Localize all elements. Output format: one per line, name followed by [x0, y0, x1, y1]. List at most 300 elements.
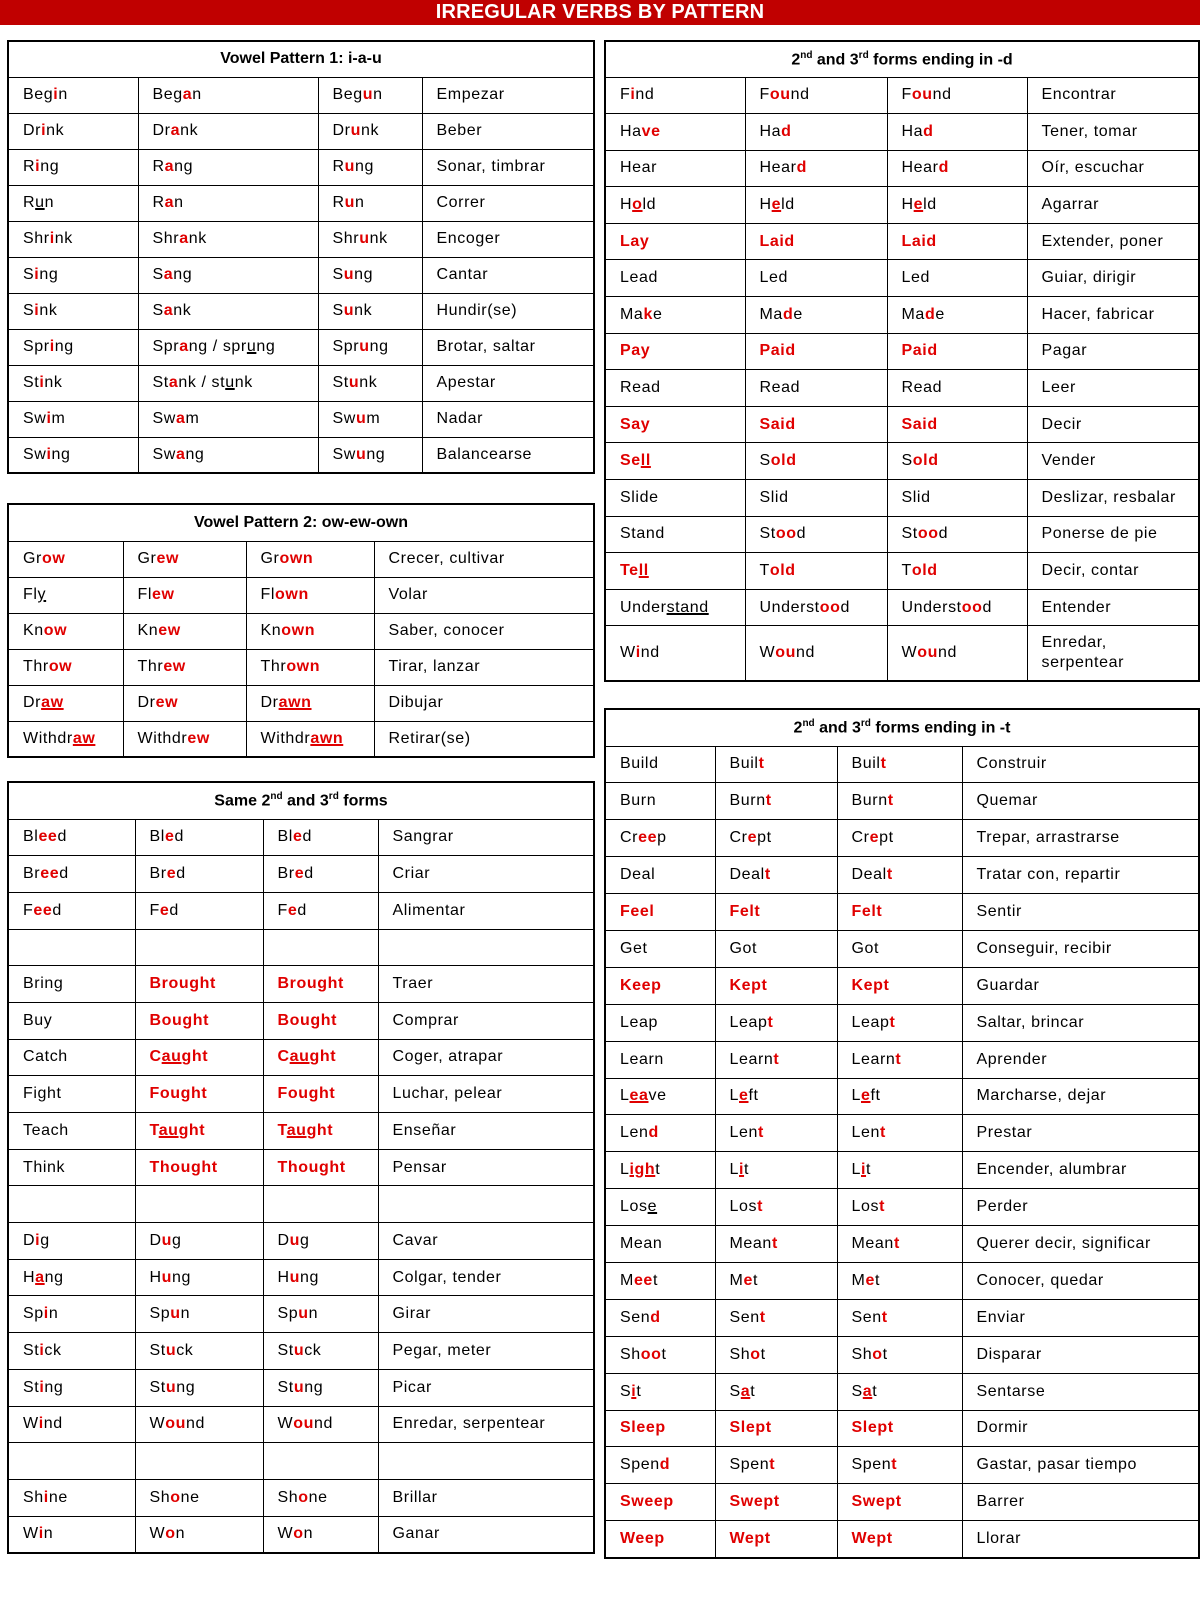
verb-segment: St	[277, 1341, 294, 1359]
verb-segment: pt	[754, 1529, 771, 1547]
past-participle-cell	[263, 856, 378, 893]
verb-segment: M	[851, 1271, 866, 1289]
verb-segment: a	[862, 1382, 873, 1400]
translation-cell	[962, 1447, 1199, 1484]
verb-segment: Beg	[23, 86, 54, 103]
verb-segment: Len	[729, 1124, 758, 1142]
base-form-cell	[8, 1333, 135, 1370]
verb-segment: Se	[620, 452, 641, 470]
base-form-cell	[8, 185, 138, 221]
verb-segment: p	[657, 829, 667, 847]
verb-segment: i	[35, 1231, 41, 1249]
past-simple-cell	[745, 589, 887, 626]
verb-segment: nk / st	[178, 374, 226, 391]
verb-segment: u	[170, 1305, 181, 1323]
past-participle-cell	[263, 1296, 378, 1333]
translation-cell	[378, 1406, 594, 1443]
table-row	[605, 1447, 1199, 1484]
past-simple-cell	[745, 187, 887, 224]
base-form-cell	[605, 857, 715, 894]
base-form-cell	[605, 297, 745, 334]
table-row	[605, 553, 1199, 590]
table-row	[605, 150, 1199, 187]
table-row	[605, 77, 1199, 114]
verb-segment: W	[149, 1415, 166, 1433]
base-form-cell	[8, 685, 123, 721]
verb-segment: u	[246, 338, 257, 355]
verb-segment: ew	[152, 586, 175, 603]
verb-segment: nk	[180, 122, 199, 139]
verb-segment: St	[152, 374, 169, 391]
verb-segment: t	[866, 1161, 872, 1179]
verb-segment: t	[891, 1456, 898, 1474]
verb-segment: ow	[41, 550, 66, 567]
verb-segment: au	[289, 1048, 310, 1066]
table-row	[605, 1299, 1199, 1336]
verb-segment: o	[911, 562, 923, 580]
verb-segment: F	[759, 86, 770, 104]
verb-segment: Buil	[851, 755, 881, 773]
verb-segment: u	[165, 1378, 177, 1396]
table-row	[605, 1336, 1199, 1373]
verb-segment: d	[176, 865, 186, 883]
base-form-cell	[605, 480, 745, 517]
table-row	[605, 260, 1199, 297]
verb-segment: m	[366, 410, 381, 427]
verb-segment: Decir	[1041, 415, 1082, 433]
table-row	[8, 1406, 594, 1443]
past-simple-cell	[135, 1076, 263, 1113]
verb-segment: t	[765, 792, 772, 810]
verb-segment: F	[23, 901, 34, 919]
verb-segment: t	[752, 1271, 758, 1289]
verb-segment: n	[175, 1525, 186, 1543]
verb-segment: W	[620, 644, 636, 662]
verb-segment: i	[53, 86, 59, 103]
verb-segment: M	[620, 1271, 634, 1289]
verb-segment: ld	[780, 562, 796, 580]
translation-cell	[962, 1410, 1199, 1447]
verb-segment: Sw	[620, 1493, 645, 1511]
verb-segment: S	[23, 302, 35, 319]
base-form-cell	[605, 1189, 715, 1226]
verb-segment: n	[180, 1305, 191, 1323]
verb-segment: oo	[640, 1345, 662, 1363]
past-simple-cell	[135, 1113, 263, 1150]
past-simple-cell	[135, 1516, 263, 1553]
past-simple-cell	[138, 113, 318, 149]
translation-cell	[1027, 114, 1199, 151]
verb-segment: T	[759, 562, 770, 580]
translation-cell	[962, 783, 1199, 820]
verb-segment: ee	[630, 903, 650, 920]
verb-segment: d	[796, 159, 807, 177]
verb-segment: d	[174, 828, 184, 846]
verb-segment: d	[778, 269, 788, 287]
table-row	[8, 721, 594, 757]
verb-segment: T	[901, 562, 912, 580]
verb-segment: d	[782, 305, 794, 323]
past-participle-cell	[887, 187, 1027, 224]
verb-segment: Got	[729, 939, 758, 957]
verb-segment: Deal	[851, 866, 887, 884]
past-participle-cell	[887, 223, 1027, 260]
verb-segment: Vender	[1041, 452, 1096, 470]
verb-segment: e	[647, 1198, 658, 1216]
verb-segment: Barrer	[976, 1493, 1025, 1511]
verb-segment: u	[359, 338, 370, 355]
verb-segment: Nadar	[436, 410, 484, 427]
verb-segment: u	[355, 445, 367, 463]
base-form-cell	[605, 783, 715, 820]
table-row	[605, 443, 1199, 480]
verb-segment: u	[343, 266, 355, 283]
past-participle-cell	[246, 721, 374, 757]
verb-segment: W	[23, 1415, 39, 1433]
base-form-cell	[605, 967, 715, 1004]
verb-segment: o	[170, 1488, 181, 1506]
table-row	[605, 114, 1199, 151]
verb-segment: Br	[277, 865, 295, 883]
verb-segment: t	[767, 1013, 774, 1031]
verb-segment: e	[771, 196, 782, 214]
past-participle-cell	[887, 150, 1027, 187]
table-row	[8, 1039, 594, 1076]
past-participle-cell	[887, 443, 1027, 480]
base-form-cell	[8, 293, 138, 329]
verb-segment: pt	[876, 1529, 893, 1547]
verb-segment: own	[281, 622, 316, 639]
verb-segment: n	[373, 86, 383, 103]
verb-segment: Pegar, meter	[392, 1341, 492, 1359]
past-simple-cell	[715, 967, 837, 1004]
pattern1-header: Vowel Pattern 1: i-a-u	[8, 41, 594, 77]
verb-segment: u	[344, 194, 356, 211]
verb-segment: a	[175, 410, 186, 427]
past-simple-cell	[135, 1479, 263, 1516]
verb-segment: Bought	[149, 1011, 210, 1029]
translation-cell	[962, 1004, 1199, 1041]
verb-segment: Leap	[851, 1013, 890, 1031]
past-simple-cell	[135, 929, 263, 966]
verb-segment: awn	[310, 729, 344, 747]
verb-segment: t	[661, 1345, 667, 1363]
verb-segment: Burn	[851, 792, 888, 810]
verb-segment: e	[753, 1493, 764, 1511]
verb-segment: nd	[313, 1415, 333, 1433]
verb-segment: Decir, contar	[1041, 562, 1140, 580]
verb-segment: nk	[44, 374, 63, 391]
verb-segment: n	[58, 86, 68, 103]
verb-segment: d	[840, 598, 850, 616]
verb-segment: Le	[901, 269, 921, 287]
base-form-cell	[605, 1262, 715, 1299]
verb-segment: C	[149, 1048, 162, 1066]
verb-segment: Sh	[729, 1345, 751, 1363]
verb-segment: Saber, conocer	[388, 622, 505, 639]
verb-segment: St	[332, 374, 349, 391]
base-form-cell	[8, 1516, 135, 1553]
verb-segment: Coger, atrapar	[392, 1048, 504, 1066]
verb-segment: Sw	[23, 410, 47, 427]
verb-segment: u	[225, 374, 235, 391]
verb-segment: ew	[163, 658, 186, 675]
verb-segment: Learn	[729, 1050, 774, 1068]
verb-segment: e	[652, 305, 663, 323]
past-participle-cell	[318, 401, 422, 437]
base-form-cell	[605, 333, 745, 370]
verb-segment: u	[289, 1268, 301, 1286]
verb-segment: t	[882, 1345, 888, 1363]
past-simple-cell	[135, 856, 263, 893]
base-form-cell	[8, 1259, 135, 1296]
verb-segment: Balancearse	[436, 445, 533, 463]
verb-segment: au	[286, 1121, 307, 1139]
verb-segment: Disparar	[976, 1345, 1042, 1363]
table-row	[8, 577, 594, 613]
past-simple-cell	[123, 649, 246, 685]
same-forms-table	[7, 781, 595, 1554]
verb-segment: e	[164, 828, 175, 846]
verb-segment: d	[923, 122, 934, 140]
verb-segment: Extender, poner	[1041, 232, 1164, 250]
past-simple-cell	[135, 819, 263, 856]
verb-segment: a	[182, 86, 193, 103]
verb-segment: t	[759, 1308, 766, 1326]
past-simple-cell	[715, 857, 837, 894]
verb-segment: Gastar, pasar tiempo	[976, 1456, 1138, 1474]
verb-segment: Withdr	[260, 729, 311, 747]
verb-segment: Gr	[260, 550, 280, 567]
base-form-cell	[605, 77, 745, 114]
verb-segment: ght	[309, 1048, 337, 1066]
verb-segment: ee	[633, 1271, 653, 1289]
verb-segment: n	[174, 194, 184, 211]
verb-segment: p	[655, 1419, 666, 1437]
translation-cell	[378, 1369, 594, 1406]
verb-segment: pt	[755, 1419, 772, 1437]
verb-segment: Beg	[332, 86, 363, 103]
verb-segment: Aprender	[976, 1050, 1048, 1068]
past-simple-cell	[715, 1410, 837, 1447]
past-simple-cell	[745, 406, 887, 443]
verb-segment: p	[654, 1529, 665, 1547]
verb-segment: d	[938, 159, 949, 177]
past-participle-cell	[318, 257, 422, 293]
verb-segment: H	[149, 1268, 162, 1286]
verb-segment: ng	[40, 158, 60, 175]
past-simple-cell	[745, 260, 887, 297]
table-row	[8, 365, 594, 401]
verb-segment: Pa	[759, 342, 781, 360]
past-participle-cell	[837, 1226, 962, 1263]
verb-segment: ld	[922, 562, 938, 580]
verb-segment: Dr	[137, 694, 156, 711]
base-form-cell	[605, 260, 745, 297]
base-form-cell	[605, 114, 745, 151]
verb-segment: ft	[748, 1087, 759, 1105]
verb-segment: n	[355, 194, 365, 211]
base-form-cell	[605, 443, 745, 480]
verb-segment: Sentarse	[976, 1382, 1046, 1400]
verb-segment: Sl	[729, 1419, 746, 1437]
verb-segment: Sen	[729, 1308, 760, 1326]
past-participle-cell	[887, 370, 1027, 407]
verb-segment: o	[298, 1488, 309, 1506]
past-participle-cell	[318, 365, 422, 401]
verb-segment: Buy	[23, 1011, 53, 1029]
translation-cell	[374, 577, 594, 613]
verb-segment: Gr	[23, 550, 42, 567]
past-participle-cell	[263, 929, 378, 966]
past-simple-cell	[138, 149, 318, 185]
verb-segment: Slid	[901, 488, 931, 506]
verb-segment: K	[620, 976, 633, 994]
table-row	[605, 1152, 1199, 1189]
past-participle-cell	[318, 221, 422, 257]
verb-segment: L	[729, 1087, 739, 1105]
past-participle-cell	[837, 1152, 962, 1189]
verb-segment: Empezar	[436, 86, 505, 103]
verb-segment: St	[149, 1378, 166, 1396]
past-participle-cell	[318, 113, 422, 149]
past-simple-cell	[715, 1373, 837, 1410]
past-participle-cell	[837, 1041, 962, 1078]
verb-segment: awn	[278, 694, 312, 711]
translation-cell	[1027, 333, 1199, 370]
verb-segment: Beg	[152, 86, 183, 103]
verb-segment: W	[23, 1525, 39, 1543]
verb-segment: u	[344, 158, 356, 175]
base-form-cell	[605, 406, 745, 443]
verb-segment: Dormir	[976, 1419, 1029, 1437]
verb-segment: Dibujar	[388, 694, 444, 711]
verb-segment: ew	[187, 729, 210, 747]
verb-segment: C	[277, 1048, 290, 1066]
verb-segment: S	[759, 452, 771, 470]
verb-segment: a	[164, 158, 175, 175]
translation-cell	[378, 819, 594, 856]
verb-segment: R	[152, 194, 165, 211]
base-form-cell	[605, 516, 745, 553]
verb-segment: Sp	[149, 1305, 171, 1323]
verb-segment: e	[292, 828, 303, 846]
verb-segment: Sw	[851, 1493, 876, 1511]
verb-segment: t	[769, 1456, 776, 1474]
verb-segment: u	[359, 230, 370, 247]
base-form-cell	[8, 437, 138, 473]
verb-segment: nk	[54, 230, 73, 247]
past-participle-cell	[263, 1002, 378, 1039]
verb-segment: Sen	[851, 1308, 882, 1326]
verb-segment: Read	[759, 379, 801, 397]
verb-segment: Bl	[149, 828, 165, 846]
verb-segment: d	[982, 598, 992, 616]
past-participle-cell	[263, 819, 378, 856]
past-participle-cell	[837, 1299, 962, 1336]
past-participle-cell	[263, 1516, 378, 1553]
verb-segment: Dr	[152, 122, 171, 139]
verb-segment: p	[663, 1493, 674, 1511]
past-simple-cell	[715, 1484, 837, 1521]
verb-segment: l	[649, 903, 655, 920]
verb-segment: Leap	[729, 1013, 768, 1031]
verb-segment: u	[293, 1378, 305, 1396]
table-row	[605, 1226, 1199, 1263]
verb-segment: Cr	[620, 829, 639, 847]
verb-segment: Cavar	[392, 1231, 439, 1249]
verb-segment: i	[39, 1341, 45, 1359]
past-simple-cell	[138, 437, 318, 473]
base-form-cell	[605, 1410, 715, 1447]
translation-cell	[1027, 443, 1199, 480]
past-simple-cell	[135, 1149, 263, 1186]
translation-cell	[962, 1078, 1199, 1115]
past-simple-cell	[745, 77, 887, 114]
verb-segment: Correr	[436, 194, 486, 211]
base-form-cell	[605, 1373, 715, 1410]
past-simple-cell	[715, 783, 837, 820]
past-participle-cell	[887, 626, 1027, 681]
verb-segment: W	[851, 1529, 867, 1547]
translation-cell	[962, 930, 1199, 967]
verb-segment: e	[935, 305, 945, 323]
verb-segment: ee	[644, 1493, 664, 1511]
verb-segment: Los	[851, 1198, 880, 1216]
verb-segment: L	[620, 1161, 630, 1179]
base-form-cell	[8, 649, 123, 685]
verb-segment: m	[185, 410, 200, 427]
table-row	[8, 1149, 594, 1186]
verb-segment: Sw	[332, 410, 356, 427]
verb-segment: u	[161, 1268, 173, 1286]
verb-segment: t	[886, 866, 893, 884]
table-row	[8, 649, 594, 685]
verb-segment: n	[303, 1525, 314, 1543]
translation-cell	[378, 1516, 594, 1553]
verb-segment: Hundir(se)	[436, 302, 518, 319]
past-participle-cell	[837, 1484, 962, 1521]
verb-segment: Got	[851, 939, 880, 957]
verb-segment: own	[286, 658, 321, 675]
table-row	[8, 257, 594, 293]
verb-segment: ck	[176, 1341, 194, 1359]
past-simple-cell	[135, 1259, 263, 1296]
verb-segment: Spen	[620, 1456, 660, 1474]
past-simple-cell	[715, 894, 837, 931]
verb-segment: Burn	[729, 792, 766, 810]
verb-segment: Underst	[901, 598, 962, 616]
base-form-cell	[605, 223, 745, 260]
verb-segment: Sangrar	[392, 828, 454, 846]
verb-segment: ng	[300, 1268, 320, 1286]
translation-cell	[378, 1002, 594, 1039]
past-participle-cell	[837, 930, 962, 967]
verb-segment: o	[770, 452, 782, 470]
verb-segment: e	[913, 196, 924, 214]
verb-segment: ng	[176, 1378, 196, 1396]
verb-segment: Encontrar	[1041, 86, 1117, 104]
table-row	[605, 967, 1199, 1004]
verb-segment: own	[275, 586, 309, 603]
verb-segment: au	[158, 1121, 179, 1139]
base-form-cell	[8, 613, 123, 649]
past-simple-cell	[715, 1115, 837, 1152]
past-participle-cell	[837, 1004, 962, 1041]
verb-segment: n	[308, 1305, 319, 1323]
verb-segment: Kn	[260, 622, 282, 639]
verb-segment: g	[172, 1231, 182, 1249]
